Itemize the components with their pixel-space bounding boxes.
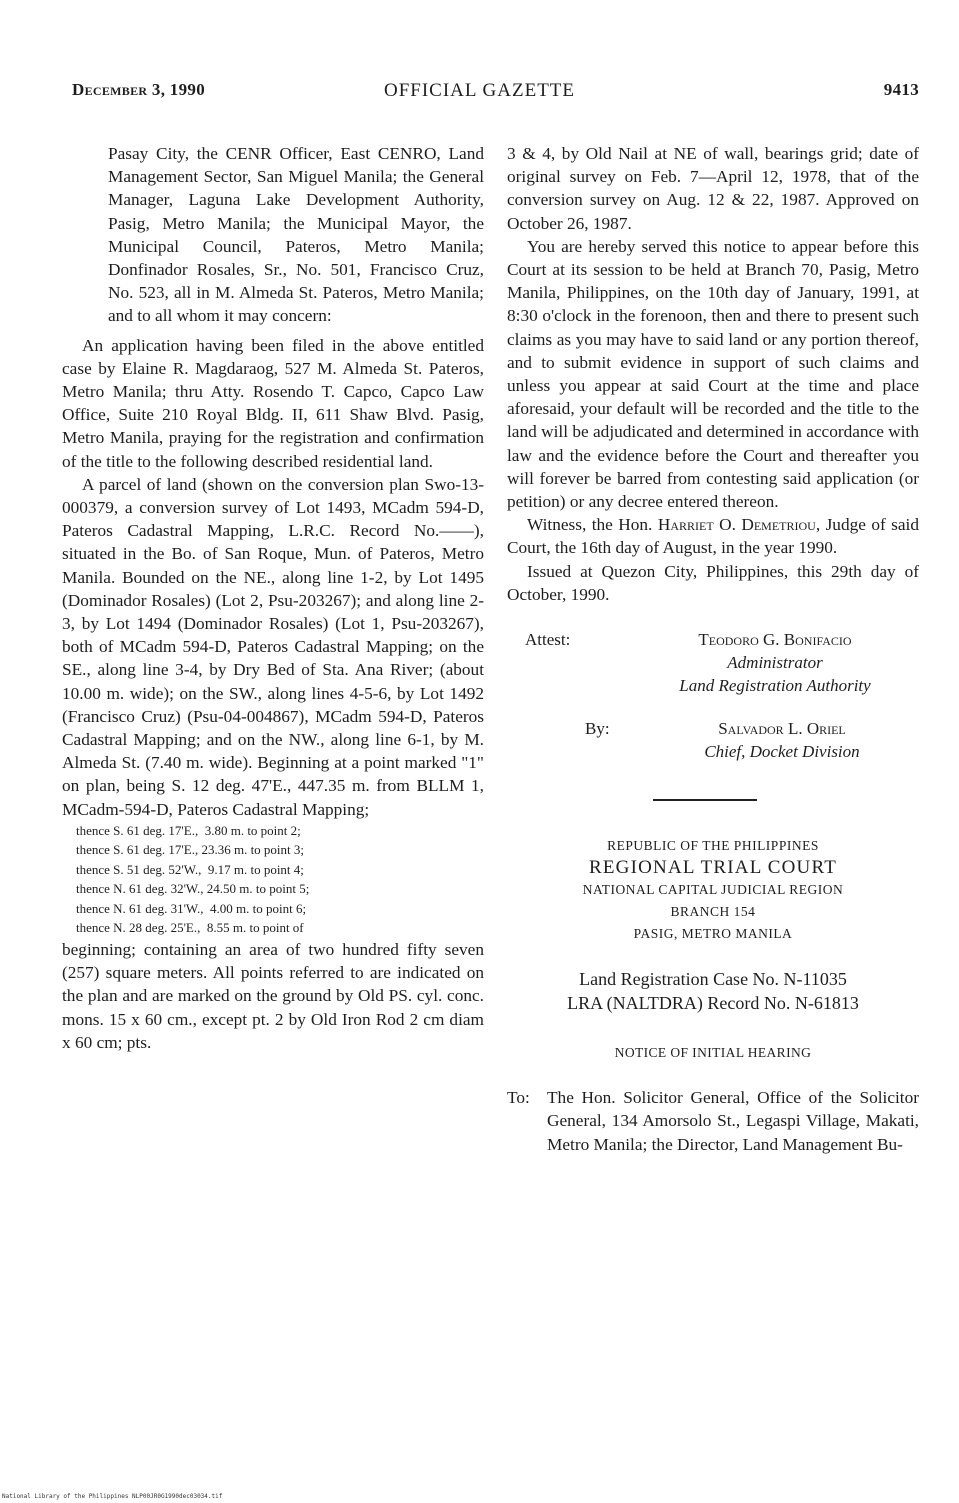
by-signature: [507, 717, 919, 763]
case-number: Land Registration Case No. N-11035: [579, 969, 847, 990]
closing-paragraph: beginning; containing an area of two hundred fifty seven (257) square meters. All points referred to are indicated on the plan and are marked on the ground by Old PS. cyl. conc. mons. 15 x 60 cm., except pt. 2 by Old Iron Rod 2 cm diam x 60 cm; pts.: [62, 939, 484, 1052]
court-name: REGIONAL TRIAL COURT: [588, 857, 838, 879]
addressee-block: [507, 1086, 919, 1156]
court-republic: REPUBLIC OF THE PHILIPPINES: [607, 838, 819, 854]
scan-footer: National Library of the Philippines NLP00JR0G1990dec03034.tif: [2, 1493, 223, 1500]
section-divider: [653, 799, 757, 801]
bearing-line: thence N. 28 deg. 25'E., 8.55 m. to point of: [76, 920, 304, 936]
signature-block: [507, 628, 919, 763]
application-paragraph: An application having been filed in the above entitled case by Elaine R. Magdaraog, 527 M. Almeda St. Pateros, Metro Manila; thru Atty. Rosendo T. Capco, Capco Law Office, Suite 210 Royal Bldg. II, 611 Shaw Blvd. Pasig, Metro Manila, praying for the registration and confirmation of the title to the following described residential land.: [62, 335, 484, 471]
header-date: December 3, 1990: [72, 80, 206, 99]
witness-suffix: , Judge of said Court, the 16th day of August, in the year 1990.: [507, 515, 920, 558]
bearing-line: thence S. 51 deg. 52'W., 9.17 m. to point 4;: [76, 861, 304, 877]
witness-paragraph: [507, 513, 919, 559]
court-location: PASIG, METRO MANILA: [633, 926, 793, 942]
witness-name: Harriet O. Demetriou: [657, 515, 816, 535]
notice-paragraph: You are hereby served this notice to appear before this Court at its session to be held at Branch 70, Pasig, Metro Manila, Philippines, on the 10th day of January, 1991, at 8:30 o'clock in the forenoon, then and there to present such claims as you may have to said land or any portion thereof, and to submit evidence in support of such claims and unless you appear at said Court at the time and place aforesaid, your default will be recorded and the title to the land will be adjudicated and determined in accordance with law and the evidence before the Court and thereafter you will forever be barred from contesting said application (or petition) or any decree entered thereon.: [507, 236, 919, 512]
record-number: LRA (NALTDRA) Record No. N-61813: [567, 993, 859, 1014]
attest-agency: Land Registration Authority: [679, 676, 871, 696]
witness-prefix: Witness, the Hon.: [527, 515, 653, 535]
left-column: [62, 142, 484, 1054]
issued-paragraph: Issued at Quezon City, Philippines, this 29th day of October, 1990.: [507, 561, 919, 604]
bearing-line: thence S. 61 deg. 17'E., 3.80 m. to point 2;: [76, 822, 301, 838]
by-label: By:: [585, 719, 610, 739]
addressees-paragraph: Pasay City, the CENR Officer, East CENRO, Land Management Sector, San Miguel Manila; the General Manager, Laguna Lake Development Authority, Pasig, Metro Manila; the Municipal Mayor, the Municipal Council, Pateros, Metro Manila; Donfinador Rosales, Sr., No. 501, Francisco Cruz, No. 523, all in M. Almeda St. Pateros, Metro Manila; and to all whom it may concern:: [108, 144, 484, 326]
to-label: To:: [507, 1088, 530, 1108]
bearing-line: thence N. 61 deg. 32'W., 24.50 m. to point 5;: [76, 881, 310, 897]
bearings-list: [76, 821, 484, 938]
attest-label: Attest:: [525, 630, 571, 650]
to-text: The Hon. Solicitor General, Office of the Solicitor General, 134 Amorsolo St., Legaspi Village, Makati, Metro Manila; the Director, Land Management Bu-: [547, 1088, 919, 1154]
right-column: [507, 142, 919, 1156]
continuation-paragraph: 3 & 4, by Old Nail at NE of wall, bearings grid; date of original survey on Feb. 7—April 12, 1978, that of the conversion survey on Aug. 12 & 22, 1987. Approved on October 26, 1987.: [507, 144, 919, 233]
court-heading: [507, 835, 919, 945]
case-numbers: [507, 967, 919, 1015]
court-region: NATIONAL CAPITAL JUDICIAL REGION: [582, 882, 844, 898]
parcel-paragraph: A parcel of land (shown on the conversion plan Swo-13-000379, a conversion survey of Lot 1493, MCadm 594-D, Pateros Cadastral Mapping, L.R.C. Record No.——), situated in the Bo. of San Roque, Mun. of Pateros, Metro Manila. Bounded on the NE., along line 1-2, by Lot 1495 (Dominador Rosales) (Lot 2, Psu-203267); and along line 2-3, by Lot 1494 (Dominador Rosales) (Lot 1, Psu-203267), both of MCadm 594-D, Pateros Cadastral Mapping; on the SE., along line 3-4, by Dry Bed of Sta. Ana River; (about 10.00 m. wide); on the SW., along lines 4-5-6, by Lot 1492 (Francisco Cruz) (Psu-04-004867), MCadm 594-D, Pateros Cadastral Mapping; and on the NW., along line 6-1, by M. Almeda St. (7.40 m. wide). Beginning at a point marked "1" on plan, being S. 12 deg. 47'E., 447.35 m. from BLLM 1, MCadm-594-D, Pateros Cadastral Mapping;: [62, 474, 484, 819]
attest-name: Teodoro G. Bonifacio: [698, 630, 852, 650]
notice-title: NOTICE OF INITIAL HEARING: [614, 1045, 812, 1061]
bearing-line: thence N. 61 deg. 31'W., 4.00 m. to point 6;: [76, 900, 307, 916]
header-publication: OFFICIAL GAZETTE: [383, 80, 576, 101]
bearing-line: thence S. 61 deg. 17'E., 23.36 m. to point 3;: [76, 842, 305, 858]
attest-signature: [507, 628, 919, 697]
by-title: Chief, Docket Division: [704, 742, 860, 762]
attest-title: Administrator: [727, 653, 823, 673]
header-page-number: 9413: [883, 80, 919, 99]
court-branch: BRANCH 154: [670, 904, 756, 920]
by-name: Salvador L. Oriel: [718, 719, 846, 739]
